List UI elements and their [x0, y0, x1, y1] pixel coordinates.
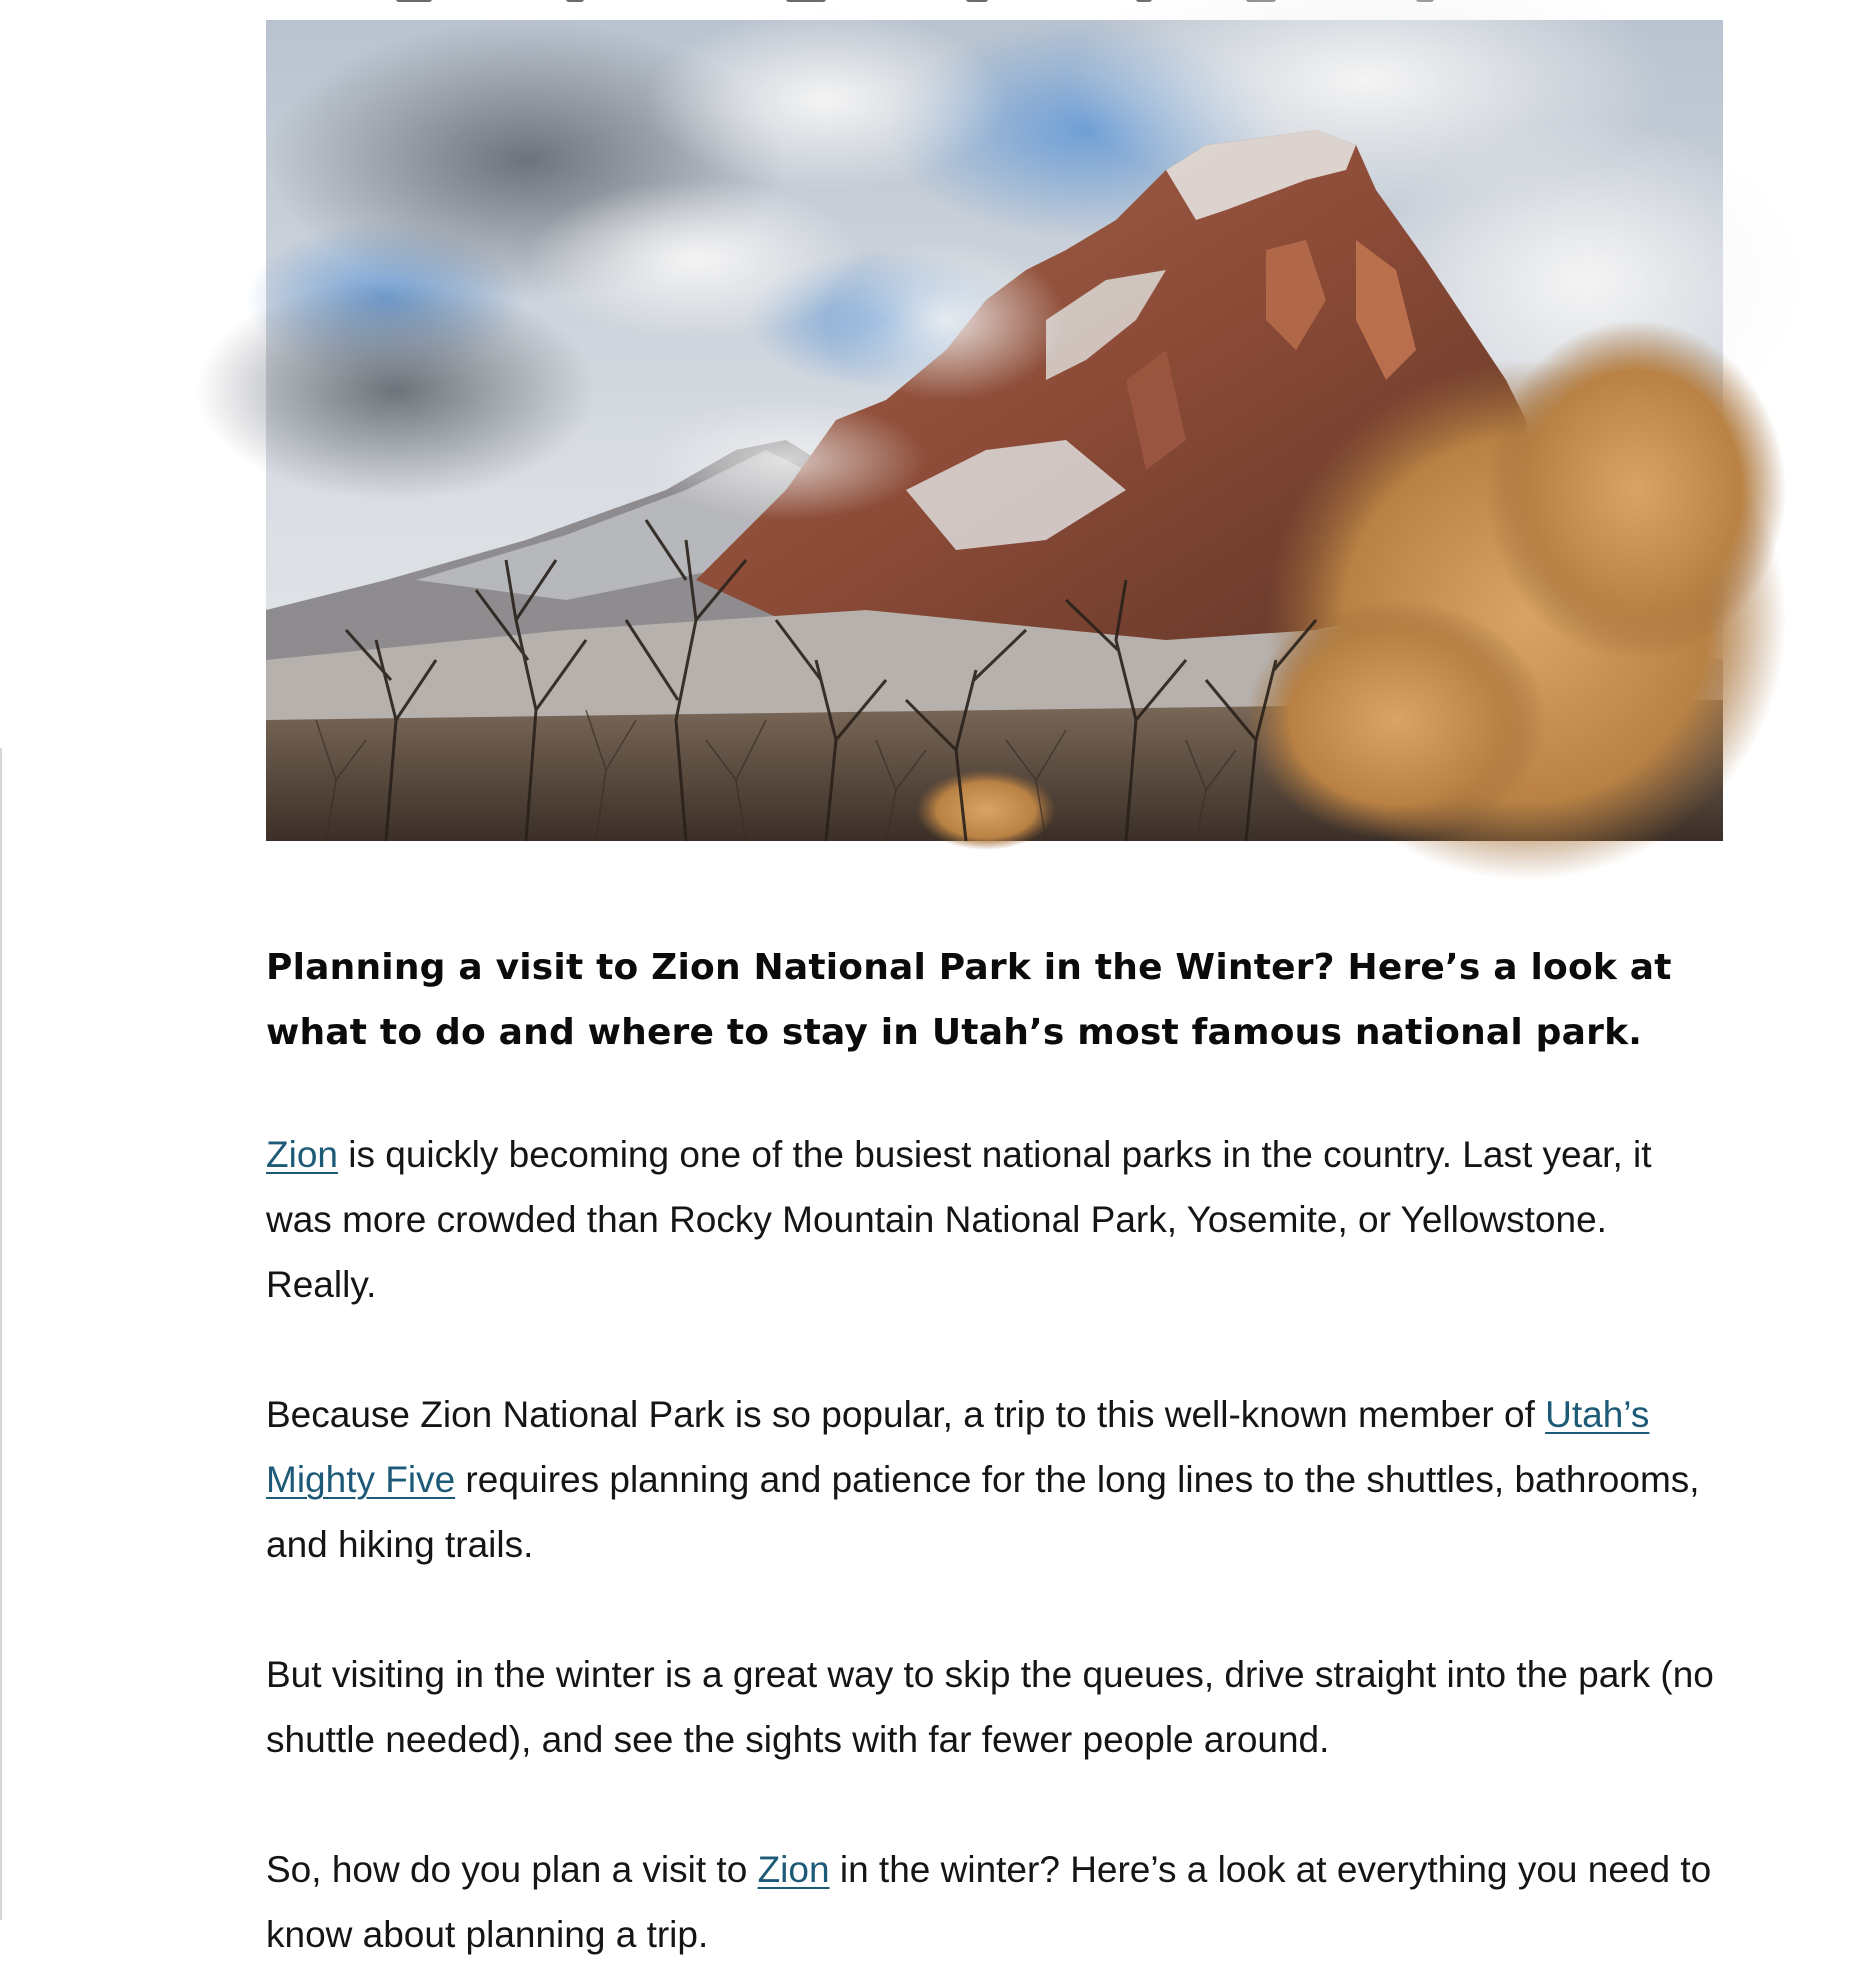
paragraph-4-text-before: So, how do you plan a visit to [266, 1849, 758, 1890]
left-divider [0, 748, 2, 1920]
paragraph-4 [266, 1837, 1726, 1967]
zion-winter-landscape [266, 20, 1723, 841]
article-body [266, 935, 1726, 1967]
article-lead: Planning a visit to Zion National Park in the Winter? Here’s a look at what to do and where to stay in Utah’s most famous national park. [266, 947, 1672, 1053]
paragraph-4-text-after: in the winter? Here’s a look at everything you need to know about planning a trip. [266, 1849, 1712, 1955]
utahs-mighty-five-link[interactable]: Utah’s Mighty Five [266, 1394, 1650, 1500]
paragraph-1 [266, 1122, 1726, 1317]
paragraph-1-text: is quickly becoming one of the busiest national parks in the country. Last year, it was more crowded than Rocky Mountain National Park, Yosemite, or Yellowstone. Really. [266, 1134, 1652, 1305]
paragraph-3: But visiting in the winter is a great way to skip the queues, drive straight into the park (no shuttle needed), and see the sights with far fewer people around. [266, 1654, 1714, 1760]
paragraph-2-text-before: Because Zion National Park is so popular, a trip to this well-known member of [266, 1394, 1546, 1435]
zion-link-2[interactable]: Zion [757, 1849, 830, 1890]
paragraph-2-text-after: requires planning and patience for the long lines to the shuttles, bathrooms, and hiking trails. [266, 1459, 1700, 1565]
paragraph-2 [266, 1382, 1726, 1577]
hero-image [266, 20, 1723, 841]
zion-link[interactable]: Zion [266, 1134, 338, 1175]
